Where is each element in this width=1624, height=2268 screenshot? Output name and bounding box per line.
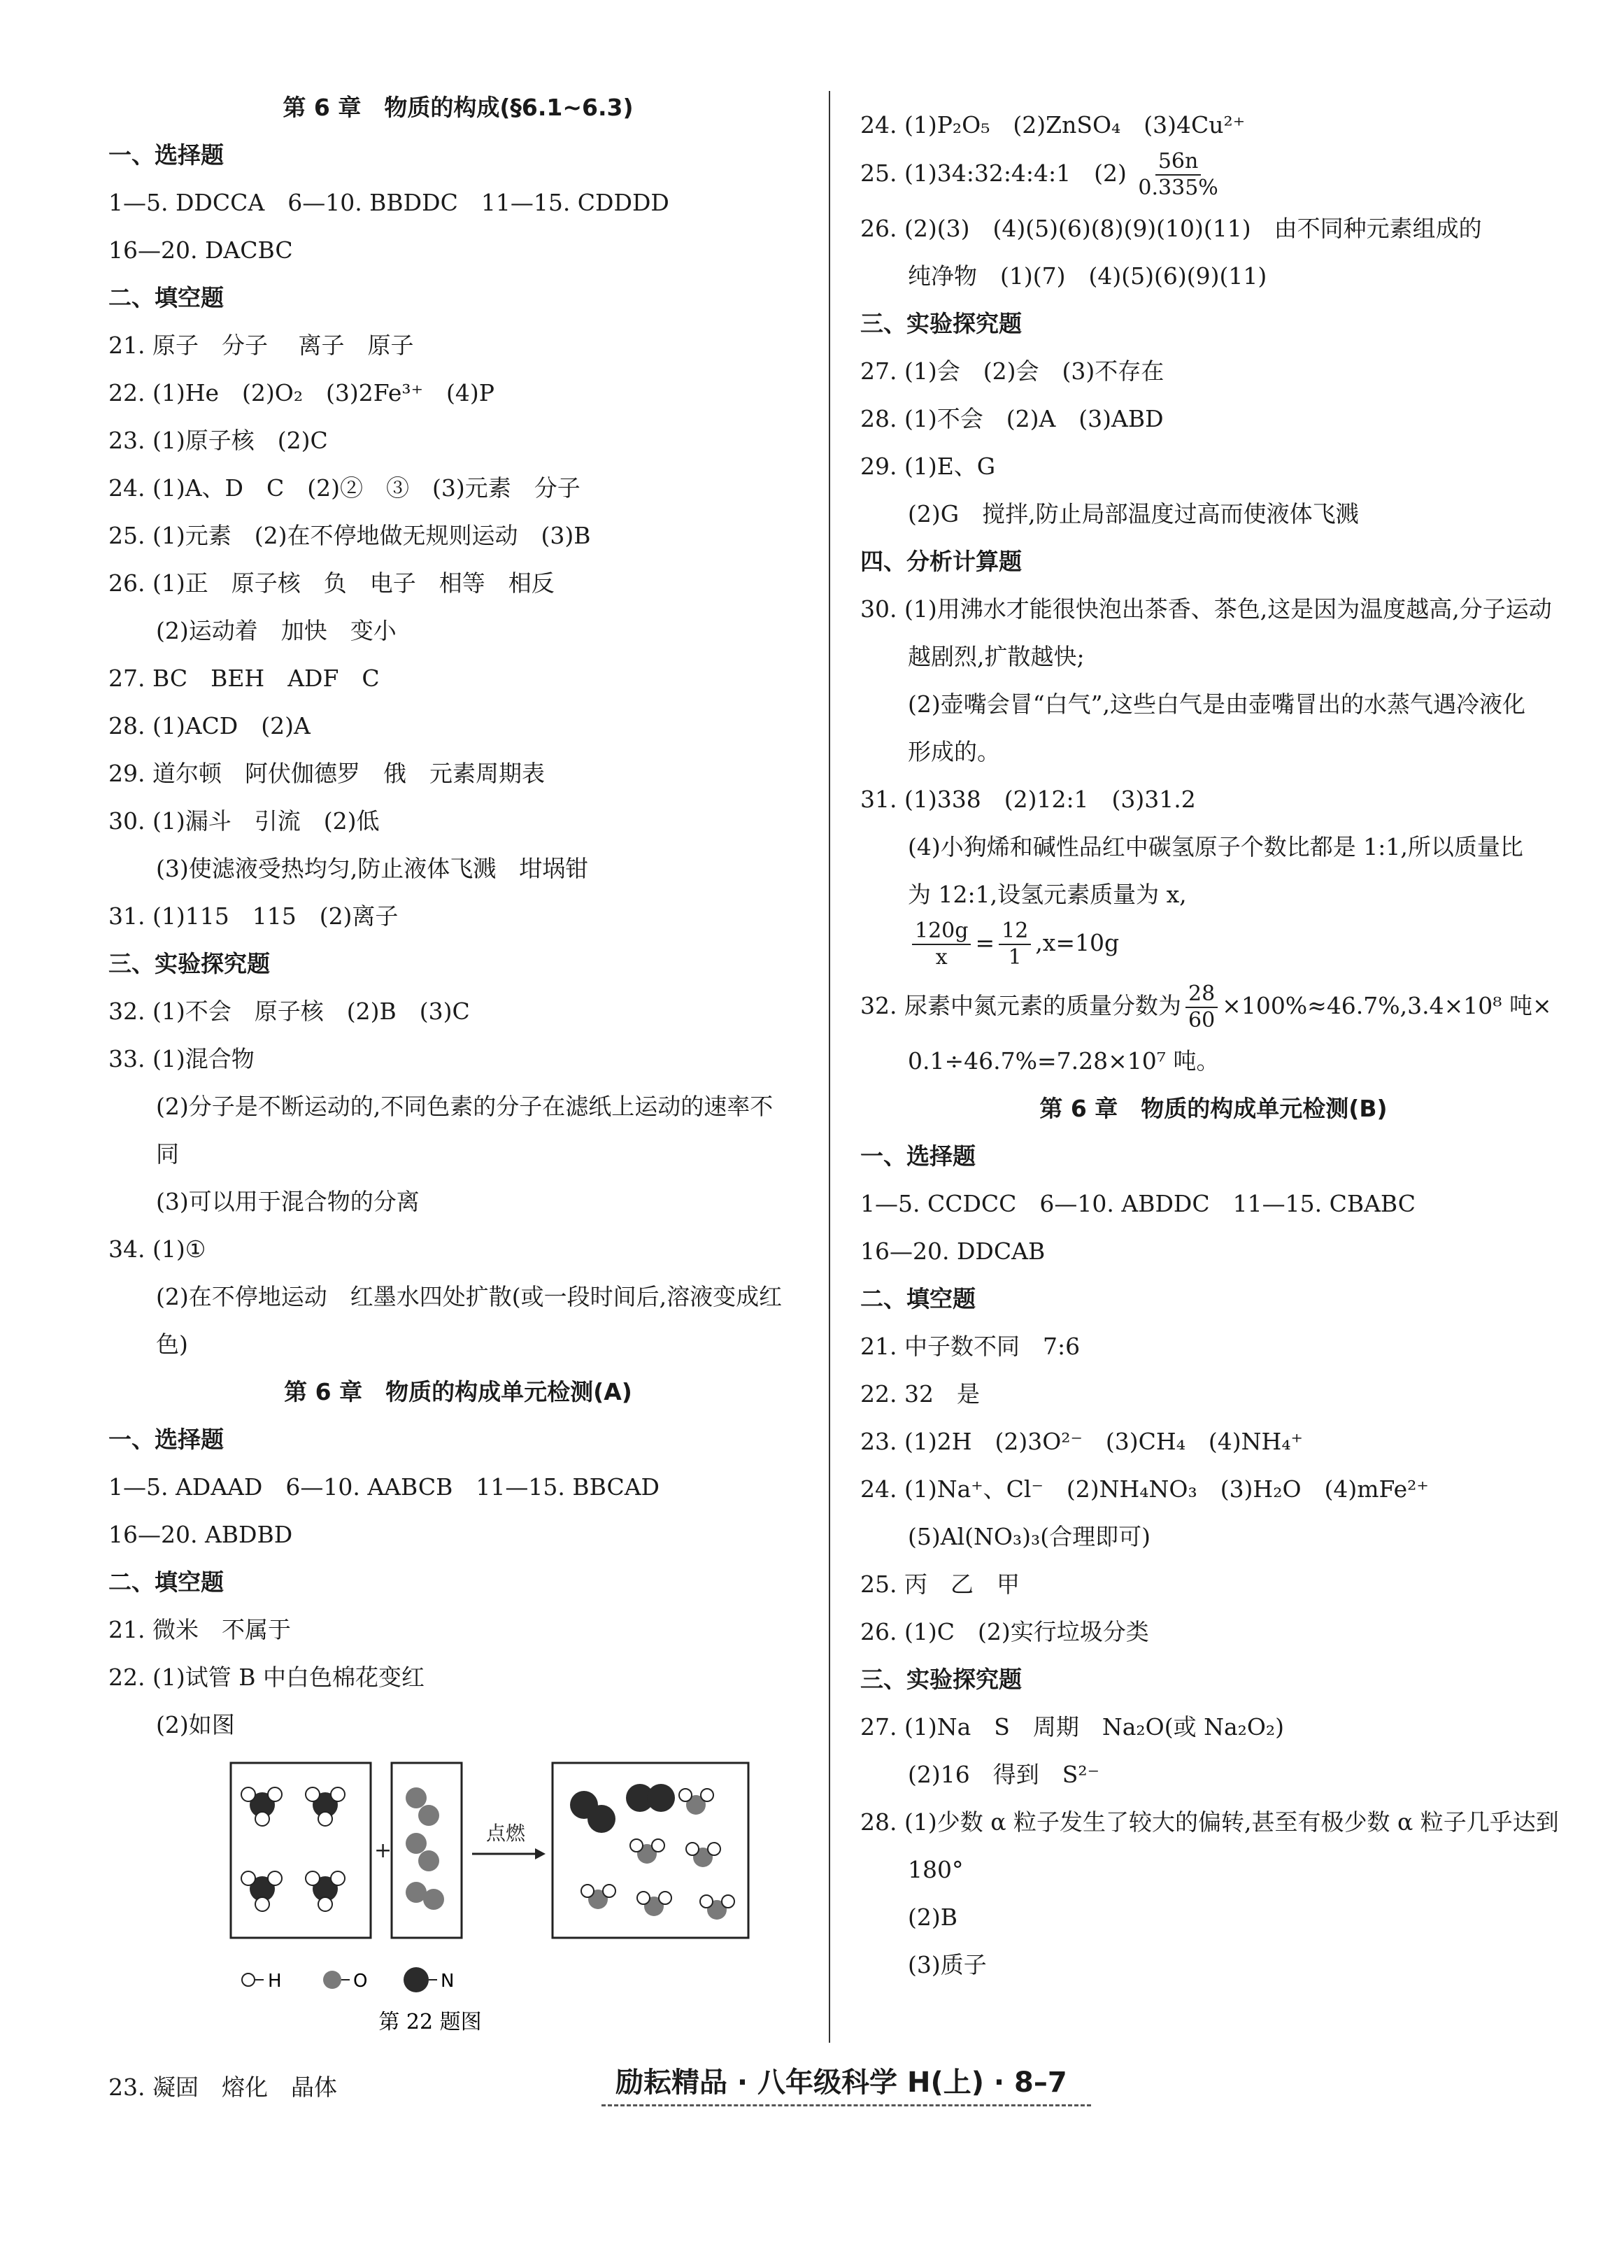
answer-line: 30. (1)漏斗 引流 (2)低 [108,807,380,835]
answer-line: 16—20. DDCAB [860,1238,1046,1265]
nitrogen-molecule [626,1784,675,1812]
answer-text: 25. (1)34:32:4:4:1 (2) [860,160,1127,187]
answer-line: 21. 微米 不属于 [108,1616,291,1643]
answer-line: 33. (1)混合物 [108,1045,255,1072]
answer-line: (2)16 得到 S²⁻ [908,1761,1099,1788]
svg-text:+: + [374,1838,392,1863]
section-heading: 三、实验探究题 [108,950,270,977]
footer-divider [601,2104,1091,2106]
answer-line: 28. (1)ACD (2)A [108,712,311,739]
answer-line: 29. 道尔顿 阿伏伽德罗 俄 元素周期表 [108,760,545,787]
answer-line: 31. (1)338 (2)12:1 (3)31.2 [860,786,1196,813]
answer-text: 24. (1)P₂O₅ (2)ZnSO₄ (3)4Cu²⁺ [860,111,1246,139]
answer-line: 1—5. DDCCA 6—10. BBDDC 11—15. CDDDD [108,189,669,216]
section-heading: 二、填空题 [860,1285,976,1312]
answer-line: 27. BC BEH ADF C [108,665,380,692]
answer-line: 32. 尿素中氮元素的质量分数为 $\frac{28}{60}$ ×100%≈46.7%,3.4×10⁸ 吨× [860,981,1552,1033]
left-column [108,84,808,2111]
answer-line: 22. 32 是 [860,1380,980,1408]
section-heading: 一、选择题 [860,1142,976,1170]
ammonia-molecule [306,1787,345,1826]
answer-line: 24. (1)Na⁺、Cl⁻ (2)NH₄NO₃ (3)H₂O (4)mFe²⁺ [860,1475,1429,1503]
ammonia-molecule [241,1787,282,1826]
section-heading: 三、实验探究题 [860,310,1022,337]
reaction-figure [108,1749,808,2113]
answer-line [860,101,1567,149]
answer-line: 22. (1)He (2)O₂ (3)2Fe³⁺ (4)P [108,379,495,406]
answer-line: 25. (1)元素 (2)在不停地做无规则运动 (3)B [108,522,591,549]
answer-line: 21. 中子数不同 7:6 [860,1333,1081,1360]
answer-line: 32. (1)不会 原子核 (2)B (3)C [108,998,470,1025]
nitrogen-molecule [570,1791,615,1833]
right-column [860,101,1567,1989]
answer-line: (2)G 搅拌,防止局部温度过高而使液体飞溅 [908,500,1359,527]
answer-line: 24. (1)A、D C (2)② ③ (3)元素 分子 [108,474,580,502]
page-footer: 励耘精品 · 八年级科学 H(上) · 8–7 [615,2067,1067,2099]
answer-line: (5)Al(NO₃)₃(合理即可) [908,1523,1151,1550]
answer-line: (2)壶嘴会冒“白气”,这些白气是由壶嘴冒出的水蒸气遇冷液化形成的。 [908,690,1525,765]
column-divider [829,91,830,2043]
fraction: $\frac{28}{60}$ [1185,981,1218,1033]
answer-line: 26. (1)正 原子核 负 电子 相等 相反 [108,569,555,597]
answer-line: 26. (1)C (2)实行垃圾分类 [860,1618,1149,1645]
answer-line: $\frac{120g}{x}$ = $\frac{12}{1}$ ,x=10g [860,919,1567,981]
section-heading: 一、选择题 [108,141,224,169]
answer-line: 29. (1)E、G [860,453,996,480]
answer-line: 22. (1)试管 B 中白色棉花变红 [108,1664,425,1691]
section-heading: 一、选择题 [108,1426,224,1453]
ammonia-molecule [306,1871,345,1911]
answer-line: 1—5. CCDCC 6—10. ABDDC 11—15. CBABC [860,1190,1416,1217]
section-heading: 四、分析计算题 [860,548,1022,575]
answer-line: 28. (1)少数 α 粒子发生了较大的偏转,甚至有极少数 α 粒子几乎达到 180° [860,1808,1559,1883]
legend-n: N [441,1971,455,1992]
figure-caption: 第 22 题图 [378,2010,482,2034]
answer-line: (3)可以用于混合物的分离 [156,1188,420,1215]
answer-line: 34. (1)① [108,1235,206,1263]
reaction-condition: 点燃 [486,1822,526,1845]
section-heading: 二、填空题 [108,284,224,311]
answer-line: (2)在不停地运动 红墨水四处扩散(或一段时间后,溶液变成红色) [156,1283,783,1358]
answer-line: 0.1÷46.7%=7.28×10⁷ 吨。 [908,1047,1220,1075]
answer-line: (4)小狗烯和碱性品红中碳氢原子个数比都是 1:1,所以质量比为 12:1,设氢元素质量为 x, [908,833,1523,908]
answer-line: (3)质子 [908,1951,987,1978]
answer-line: 1—5. ADAAD 6—10. AABCB 11—15. BBCAD [108,1473,660,1501]
answer-line: 30. (1)用沸水才能很快泡出茶香、茶色,这是因为温度越高,分子运动越剧烈,扩散越快; [860,595,1552,670]
answer-line: (2)运动着 加快 变小 [156,617,397,644]
answer-line: 21. 原子 分子 离子 原子 [108,332,414,359]
section-heading: 二、填空题 [108,1568,224,1596]
legend-h: H [268,1971,282,1992]
answer-line: 23. 凝固 熔化 晶体 [108,2074,337,2101]
answer-line: 26. (2)(3) (4)(5)(6)(8)(9)(10)(11) 由不同种元素组成的 [860,215,1482,242]
reactant-box-2 [392,1763,462,1938]
oxygen-molecule [406,1882,444,1910]
chapter-title: 第 6 章 物质的构成单元检测(A) [284,1378,632,1405]
ammonia-molecule [241,1871,282,1911]
answer-line: 23. (1)原子核 (2)C [108,427,328,454]
fraction: $\frac{56n}{0.335\%}$ [1138,149,1218,200]
legend-o: O [353,1971,368,1992]
water-molecule [700,1895,734,1920]
answer-line: (2)如图 [156,1711,235,1738]
water-molecule [679,1789,713,1815]
chapter-title: 第 6 章 物质的构成(§6.1~6.3) [283,94,634,121]
answer-line: 25. 丙 乙 甲 [860,1571,1020,1598]
chapter-title: 第 6 章 物质的构成单元检测(B) [1039,1095,1388,1122]
water-molecule [581,1885,615,1909]
answer-line: 16—20. ABDBD [108,1521,293,1548]
legend [242,1967,454,1992]
answer-line: 23. (1)2H (2)3O²⁻ (3)CH₄ (4)NH₄⁺ [860,1428,1303,1455]
answer-line: 28. (1)不会 (2)A (3)ABD [860,405,1164,432]
answer-line: 16—20. DACBC [108,236,293,264]
fraction: $\frac{12}{1}$ [999,919,1031,970]
oxygen-molecule [406,1787,439,1826]
oxygen-molecule [406,1833,439,1871]
answer-line: 31. (1)115 115 (2)离子 [108,902,399,930]
answer-line: (2)B [908,1904,957,1931]
answer-line [860,149,1567,205]
section-heading: 三、实验探究题 [860,1666,1022,1693]
fraction: $\frac{120g}{x}$ [912,919,971,970]
water-molecule [686,1843,720,1867]
water-molecule [637,1892,671,1916]
molecule-diagram [108,1749,808,2113]
answer-line: (2)分子是不断运动的,不同色素的分子在滤纸上运动的速率不同 [156,1093,774,1168]
answer-line: 纯净物 (1)(7) (4)(5)(6)(9)(11) [908,262,1267,290]
answer-line: 27. (1)Na S 周期 Na₂O(或 Na₂O₂) [860,1713,1285,1741]
water-molecule [630,1839,664,1864]
answer-line: 27. (1)会 (2)会 (3)不存在 [860,357,1164,385]
answer-line: (3)使滤液受热均匀,防止液体飞溅 坩埚钳 [156,855,589,882]
